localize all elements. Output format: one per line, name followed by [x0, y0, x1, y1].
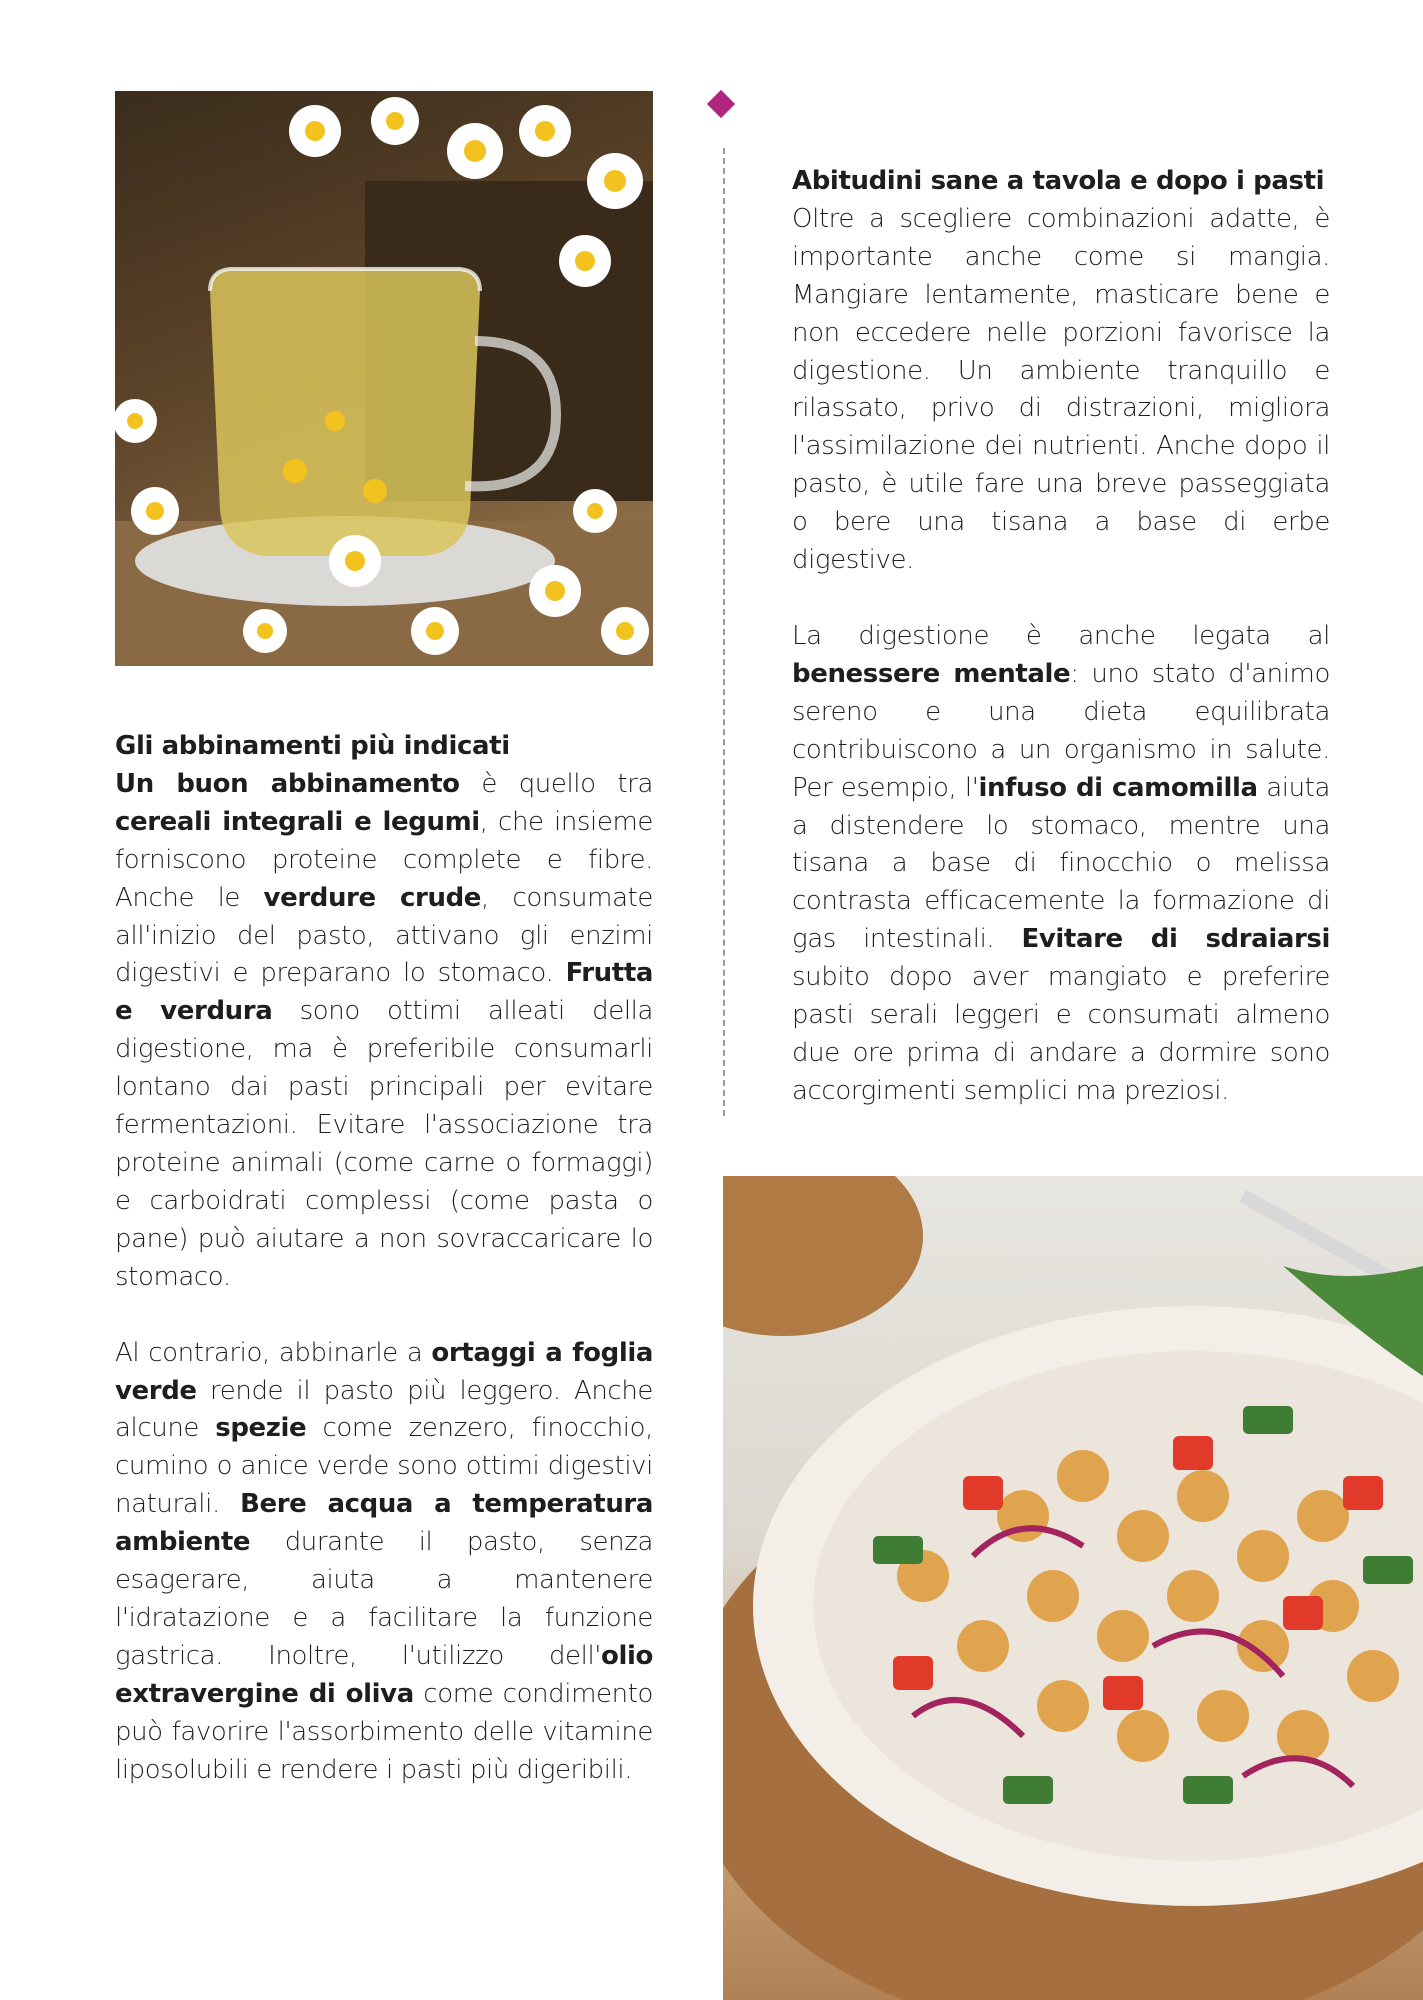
right-text-column	[792, 163, 1330, 1111]
text-run: La digestione è anche legata al	[792, 620, 1330, 651]
left-text-column	[115, 728, 653, 1789]
chickpea-salad-photo	[723, 1176, 1423, 2000]
text-run: sono ottimi alleati della digestione, ma è preferibile consumarli lontano dai pasti principali per evitare fermentazioni. Evitare l'associazione tra proteine animali (come carne o formaggi) e carboidrati complessi (come pasta o pane) può aiutare a non sovraccaricare lo stomaco.	[115, 996, 653, 1292]
bold-phrase: ortaggi a foglia verde	[115, 1337, 653, 1406]
paragraph	[792, 618, 1330, 1111]
bold-phrase: olio extravergine di oliva	[115, 1640, 653, 1709]
text-run: come condimento può favorire l'assorbimento delle vitamine liposolubili e rendere i pasti più digeribili.	[115, 1678, 653, 1785]
bold-phrase: infuso di camomilla	[978, 772, 1258, 803]
bold-phrase: Evitare di sdraiarsi	[1021, 924, 1330, 955]
text-run: aiuta a distendere lo stomaco, mentre una tisana a base di finocchio o melissa contrasta efficacemente la formazione di gas intestinali.	[792, 772, 1330, 955]
text-run: : uno stato d'animo sereno e una dieta equilibrata contribuiscono a un organismo in salute. Per esempio, l'	[792, 658, 1330, 803]
column-divider	[723, 148, 725, 1116]
text-run: , consumate all'inizio del pasto, attivano gli enzimi digestivi e preparano lo stomaco.	[115, 882, 653, 989]
paragraph	[792, 201, 1330, 580]
chamomile-tea-photo	[115, 91, 653, 666]
bold-phrase: cereali integrali e legumi	[115, 806, 480, 837]
text-run: è quello tra	[459, 768, 653, 799]
bold-phrase: verdure crude	[263, 882, 482, 913]
bold-phrase: benessere mentale	[792, 658, 1071, 689]
section-heading-pairings: Gli abbinamenti più indicati	[115, 731, 510, 761]
accent-diamond	[707, 90, 735, 118]
paragraph	[115, 766, 653, 1297]
text-run: durante il pasto, senza esagerare, aiuta a mantenere l'idratazione e a facilitare la funzione gastrica. Inoltre, l'utilizzo dell'	[115, 1527, 653, 1671]
section-heading-habits: Abitudini sane a tavola e dopo i pasti	[792, 166, 1325, 196]
bold-phrase: Frutta e verdura	[115, 958, 653, 1027]
text-run: subito dopo aver mangiato e preferire pasti serali leggeri e consumati almeno due ore prima di andare a dormire sono accorgimenti semplici ma preziosi.	[792, 962, 1330, 1106]
bold-phrase: spezie	[215, 1413, 307, 1444]
text-run: rende il pasto più leggero. Anche alcune	[115, 1375, 653, 1444]
text-run: , che insieme forniscono proteine complete e fibre. Anche le	[115, 806, 654, 913]
bold-phrase: Bere acqua a temperatura ambiente	[115, 1489, 654, 1558]
text-run: Oltre a scegliere combinazioni adatte, è importante anche come si mangia. Mangiare lentamente, masticare bene e non eccedere nelle porzioni favorisce la digestione. Un ambiente tranquillo e rilassato, privo di distrazioni, migliora l'assimilazione dei nutrienti. Anche dopo il pasto, è utile fare una breve passeggiata o bere una tisana a base di erbe digestive.	[792, 203, 1330, 576]
bold-phrase: Un buon abbinamento	[115, 768, 460, 799]
paragraph	[115, 1335, 653, 1790]
text-run: Al contrario, abbinarle a	[115, 1337, 432, 1368]
text-run: come zenzero, finocchio, cumino o anice verde sono ottimi digestivi naturali.	[115, 1413, 653, 1520]
